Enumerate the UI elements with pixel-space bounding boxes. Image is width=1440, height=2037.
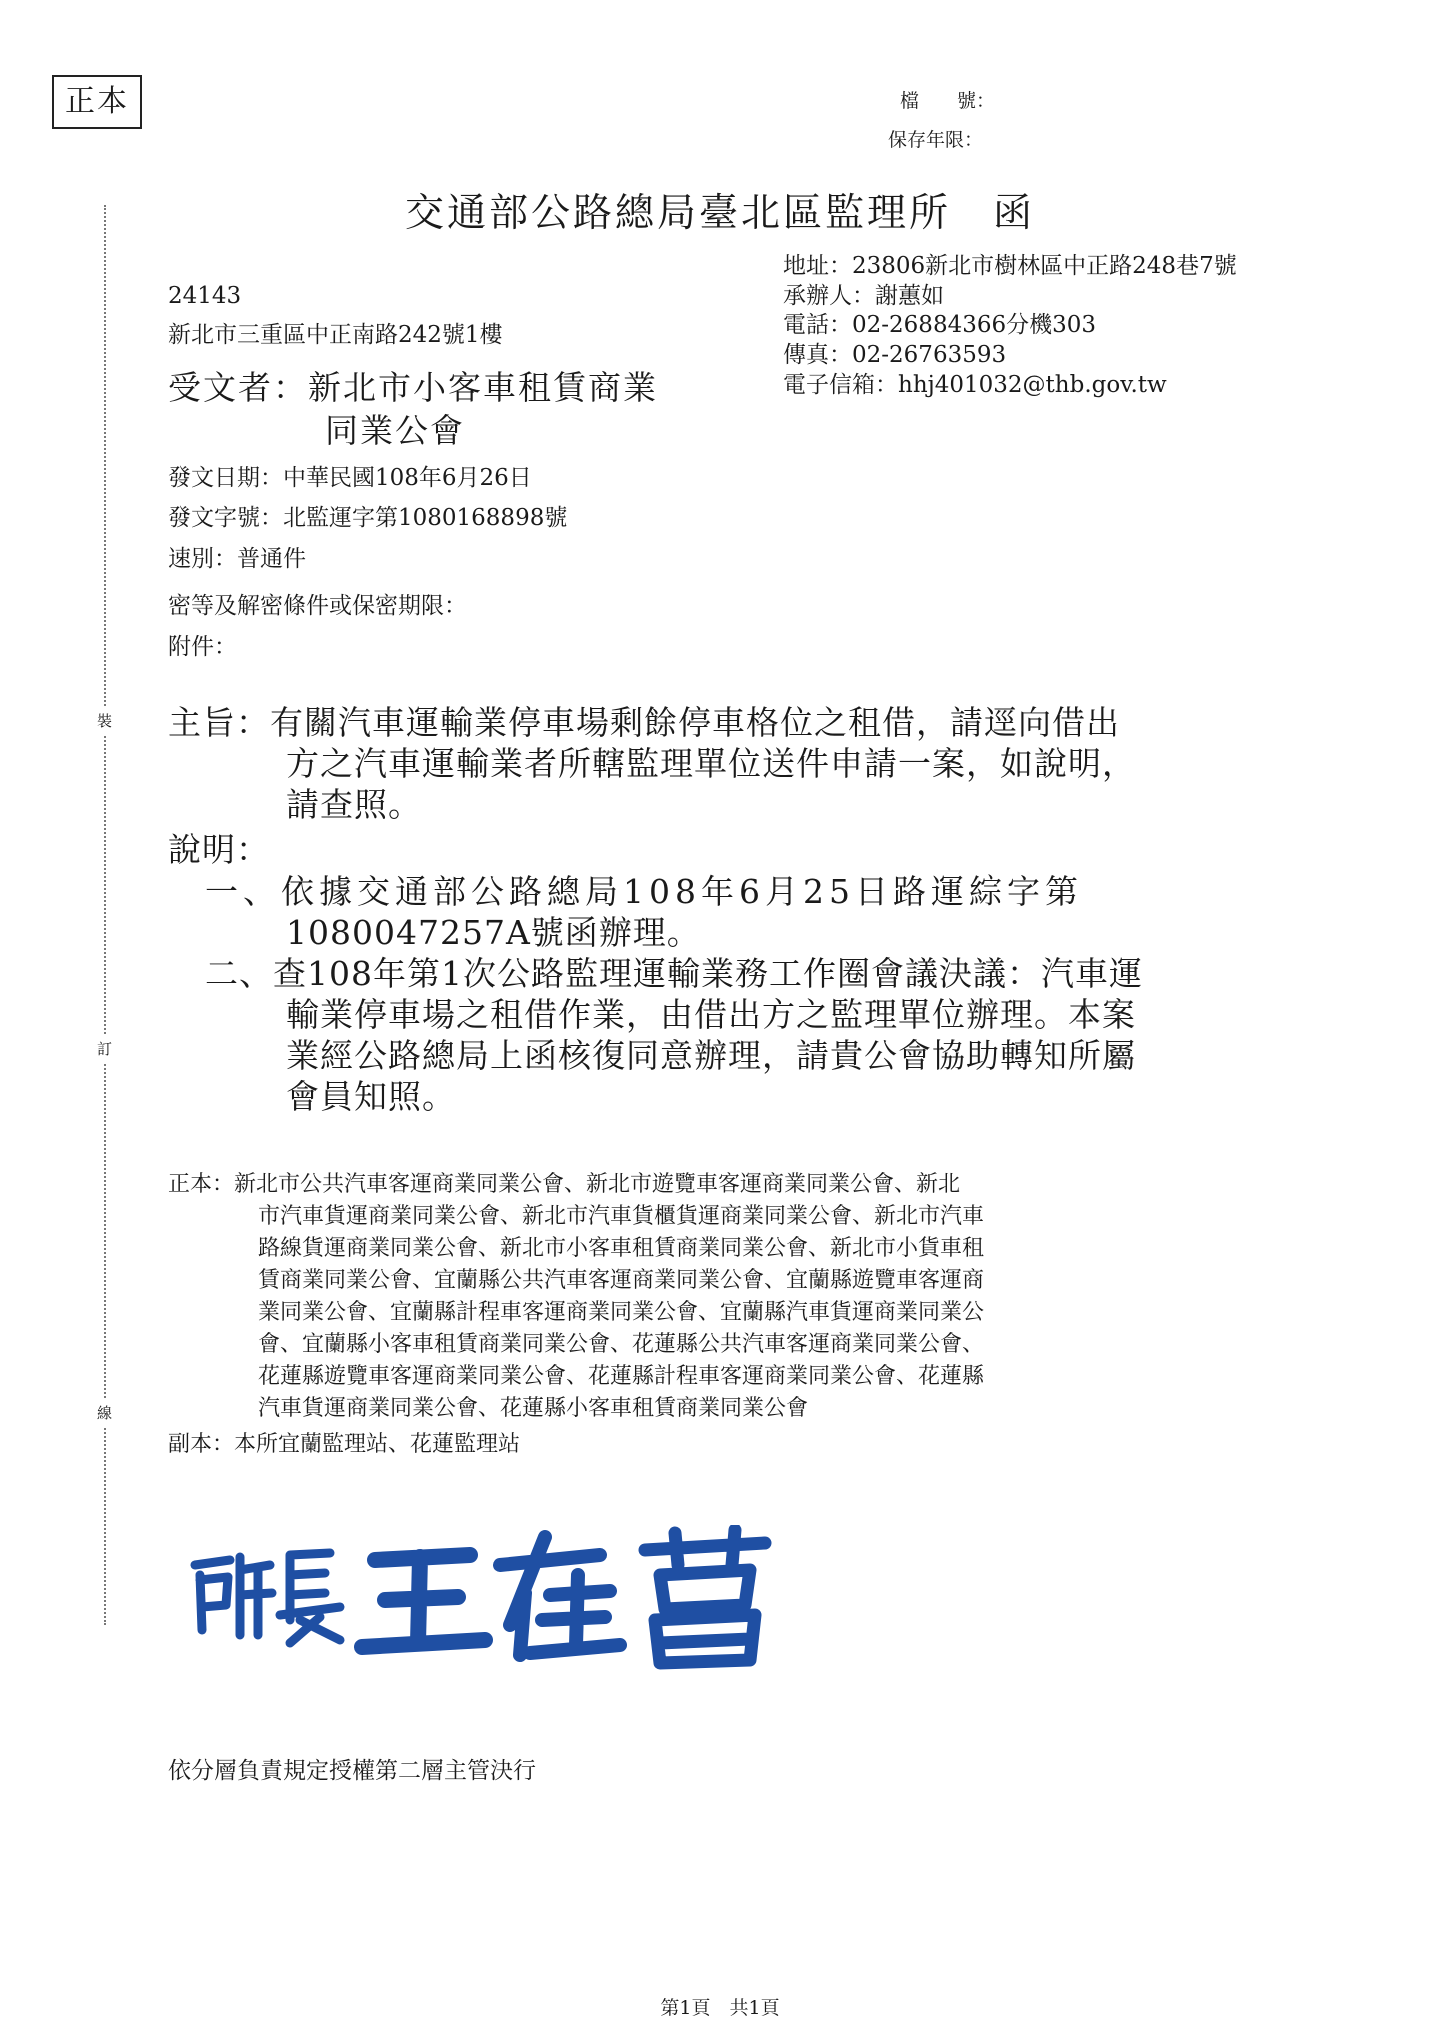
- signature-stamp: [190, 1525, 790, 1675]
- subject-line-2: 方之汽車運輸業者所轄監理單位送件申請一案，如說明，: [286, 744, 1136, 783]
- file-number-label: 檔 號：: [900, 90, 996, 112]
- copy-type-box: 正本: [52, 75, 142, 129]
- authorization-note: 依分層負責規定授權第二層主管決行: [168, 1758, 536, 1784]
- subject-line-3: 請查照。: [286, 785, 422, 824]
- recipient-postal-code: 24143: [168, 283, 242, 309]
- explanation-item-2-line-4: 會員知照。: [286, 1077, 456, 1116]
- document-title: 交通部公路總局臺北區監理所 函: [404, 191, 1035, 236]
- page-number-footer: 第1頁 共1頁: [660, 1997, 780, 2019]
- sender-fax: 傳真：02-26763593: [783, 342, 1007, 368]
- binding-mark-zhuang: 裝: [97, 706, 112, 735]
- distribution-original-line-3: 路線貨運商業同業公會、新北市小客車租賃商業同業公會、新北市小貨車租: [258, 1236, 985, 1261]
- recipient-address: 新北市三重區中正南路242號1樓: [168, 322, 503, 348]
- sender-handler: 承辦人：謝蕙如: [783, 283, 944, 309]
- explanation-item-1-line-1: 一、依據交通部公路總局108年6月25日路運綜字第: [205, 872, 1083, 911]
- distribution-original-line-4: 賃商業同業公會、宜蘭縣公共汽車客運商業同業公會、宜蘭縣遊覽車客運商: [258, 1268, 985, 1293]
- sender-email: 電子信箱：hhj401032@thb.gov.tw: [783, 372, 1167, 398]
- recipient-label-line2: 同業公會: [325, 411, 465, 450]
- explanation-label: 說明：: [168, 830, 270, 869]
- recipient-label-line1: 受文者：新北市小客車租賃商業: [168, 368, 658, 407]
- attachments: 附件：: [168, 634, 237, 660]
- explanation-item-2-line-3: 業經公路總局上函核復同意辦理，請貴公會協助轉知所屬: [286, 1036, 1136, 1075]
- explanation-item-1-line-2: 1080047257A號函辦理。: [286, 913, 701, 952]
- distribution-original-line-6: 會、宜蘭縣小客車租賃商業同業公會、花蓮縣公共汽車客運商業同業公會、: [258, 1332, 985, 1357]
- security-level: 密等及解密條件或保密期限：: [168, 593, 467, 619]
- binding-mark-ding: 訂: [97, 1034, 112, 1063]
- explanation-item-2-line-2: 輸業停車場之租借作業，由借出方之監理單位辦理。本案: [286, 995, 1136, 1034]
- retention-label: 保存年限：: [888, 129, 984, 151]
- delivery-speed: 速別：普通件: [168, 546, 306, 572]
- document-number: 發文字號：北監運字第1080168898號: [168, 505, 568, 531]
- subject-line-1: 主旨：有關汽車運輸業停車場剩餘停車格位之租借，請逕向借出: [168, 703, 1120, 742]
- sender-phone: 電話：02-26884366分機303: [783, 312, 1097, 338]
- sender-address: 地址：23806新北市樹林區中正路248巷7號: [783, 253, 1237, 279]
- issue-date: 發文日期：中華民國108年6月26日: [168, 465, 532, 491]
- distribution-original-line-8: 汽車貨運商業同業公會、花蓮縣小客車租賃商業同業公會: [258, 1396, 809, 1421]
- binding-mark-xian: 線: [97, 1398, 112, 1427]
- distribution-copy: 副本：本所宜蘭監理站、花蓮監理站: [168, 1432, 521, 1457]
- distribution-original-line-2: 市汽車貨運商業同業公會、新北市汽車貨櫃貨運商業同業公會、新北市汽車: [258, 1204, 985, 1229]
- explanation-item-2-line-1: 二、查108年第1次公路監理運輸業務工作圈會議決議：汽車運: [205, 954, 1143, 993]
- distribution-original-line-5: 業同業公會、宜蘭縣計程車客運商業同業公會、宜蘭縣汽車貨運商業同業公: [258, 1300, 985, 1325]
- distribution-original-line-7: 花蓮縣遊覽車客運商業同業公會、花蓮縣計程車客運商業同業公會、花蓮縣: [258, 1364, 985, 1389]
- distribution-original-line-1: 正本：新北市公共汽車客運商業同業公會、新北市遊覽車客運商業同業公會、新北: [168, 1172, 961, 1197]
